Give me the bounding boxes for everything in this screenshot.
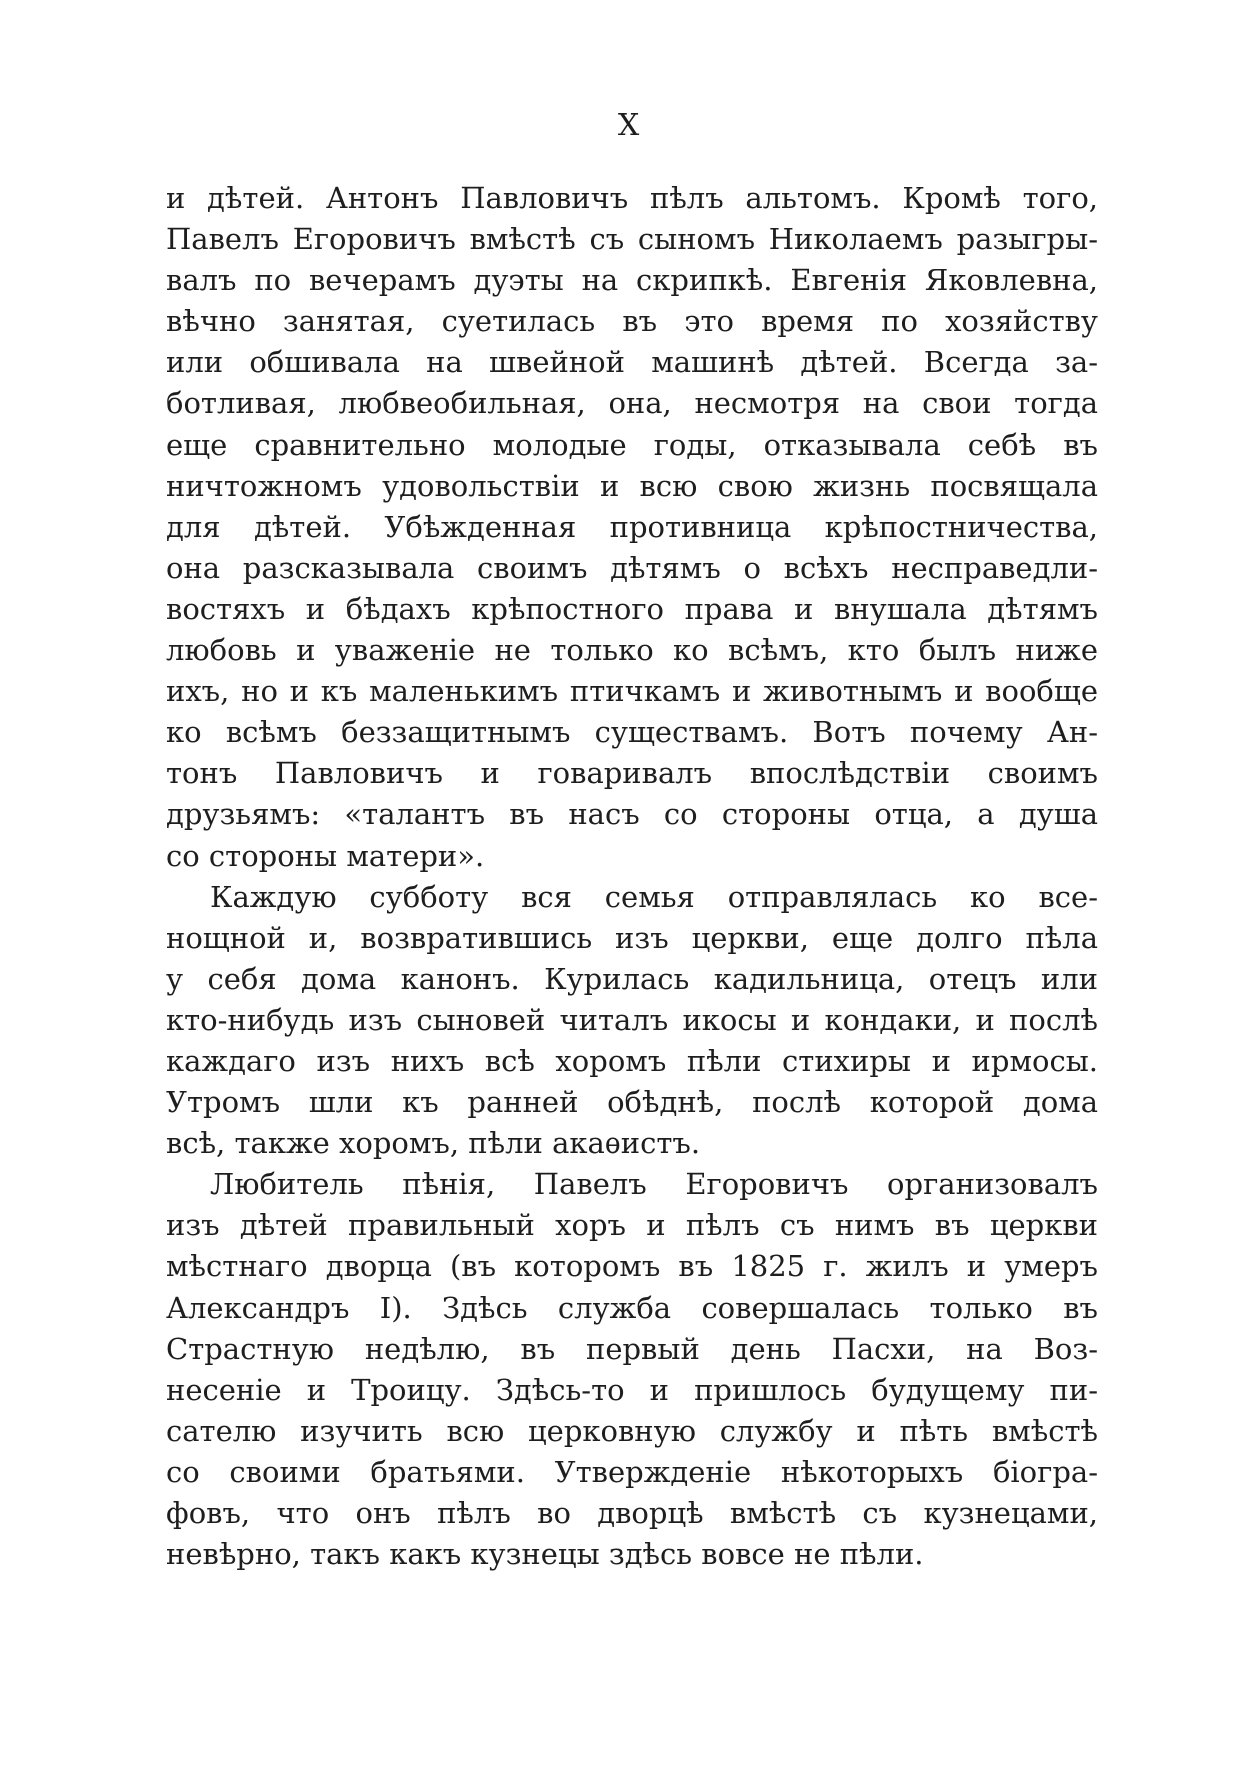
body-text (166, 178, 1098, 1575)
page-number: X (617, 108, 642, 143)
text-line: тонъ Павловичъ и говаривалъ впослѣдствіи своимъ (166, 756, 1098, 791)
text-line: несеніе и Троицу. Здѣсь-то и пришлось будущему пи- (166, 1372, 1098, 1407)
text-line: друзьямъ: «талантъ въ насъ со стороны отца, а душа (166, 797, 1098, 832)
paragraph-3 (166, 1164, 1098, 1575)
text-line: ко всѣмъ беззащитнымъ существамъ. Вотъ почему Ан- (166, 715, 1098, 750)
text-line: каждаго изъ нихъ всѣ хоромъ пѣли стихиры и ирмосы. (166, 1043, 1098, 1078)
text-line: нощной и, возвратившись изъ церкви, еще долго пѣла (166, 920, 1098, 955)
text-line: ничтожномъ удовольствіи и всю свою жизнь посвящала (166, 468, 1098, 503)
text-line: Каждую субботу вся семья отправлялась ко все- (210, 879, 1098, 914)
text-line: со своими братьями. Утвержденіе нѣкоторыхъ біогра- (166, 1454, 1098, 1489)
text-line: Страстную недѣлю, въ первый день Пасхи, на Воз- (166, 1331, 1098, 1366)
paragraph-2 (166, 877, 1098, 1165)
text-line: Павелъ Егоровичъ вмѣстѣ съ сыномъ Николаемъ разыгры- (166, 222, 1098, 257)
text-line: вѣчно занятая, суетилась въ это время по хозяйству (166, 304, 1098, 339)
text-line: мѣстнаго дворца (въ которомъ въ 1825 г. жилъ и умеръ (166, 1249, 1098, 1284)
text-line: Любитель пѣнія, Павелъ Егоровичъ организовалъ (210, 1167, 1098, 1202)
text-line: для дѣтей. Убѣжденная противница крѣпостничества, (166, 509, 1098, 544)
text-line: она разсказывала своимъ дѣтямъ о всѣхъ несправедли- (166, 550, 1098, 585)
text-line: ботливая, любвеобильная, она, несмотря на свои тогда (166, 386, 1098, 421)
text-line: у себя дома канонъ. Курилась кадильница, отецъ или (166, 961, 1098, 996)
text-line: и дѣтей. Антонъ Павловичъ пѣлъ альтомъ. Кромѣ того, (166, 181, 1098, 215)
text-line: сателю изучить всю церковную службу и пѣть вмѣстѣ (166, 1413, 1098, 1448)
text-line: Утромъ шли къ ранней обѣднѣ, послѣ которой дома (166, 1085, 1098, 1120)
text-line: изъ дѣтей правильный хоръ и пѣлъ съ нимъ въ церкви (166, 1208, 1098, 1243)
text-line: со стороны матери». (166, 838, 485, 873)
text-line: невѣрно, такъ какъ кузнецы здѣсь вовсе не пѣли. (166, 1537, 924, 1572)
text-line: или обшивала на швейной машинѣ дѣтей. Всегда за- (166, 345, 1098, 380)
text-line: любовь и уваженіе не только ко всѣмъ, кто былъ ниже (166, 633, 1098, 668)
text-line: востяхъ и бѣдахъ крѣпостного права и внушала дѣтямъ (166, 591, 1098, 626)
text-line: еще сравнительно молодые годы, отказывала себѣ въ (166, 427, 1098, 462)
text-line: кто-нибудь изъ сыновей читалъ икосы и кондаки, и послѣ (166, 1002, 1098, 1037)
text-line: фовъ, что онъ пѣлъ во дворцѣ вмѣстѣ съ кузнецами, (166, 1496, 1098, 1530)
text-line: валъ по вечерамъ дуэты на скрипкѣ. Евгенія Яковлевна, (166, 263, 1098, 298)
text-line: всѣ, также хоромъ, пѣли акаѳистъ. (166, 1126, 701, 1161)
text-line: ихъ, но и къ маленькимъ птичкамъ и животнымъ и вообще (166, 674, 1098, 709)
text-line: Александръ I). Здѣсь служба совершалась только въ (166, 1290, 1098, 1325)
paragraph-1 (166, 178, 1098, 877)
